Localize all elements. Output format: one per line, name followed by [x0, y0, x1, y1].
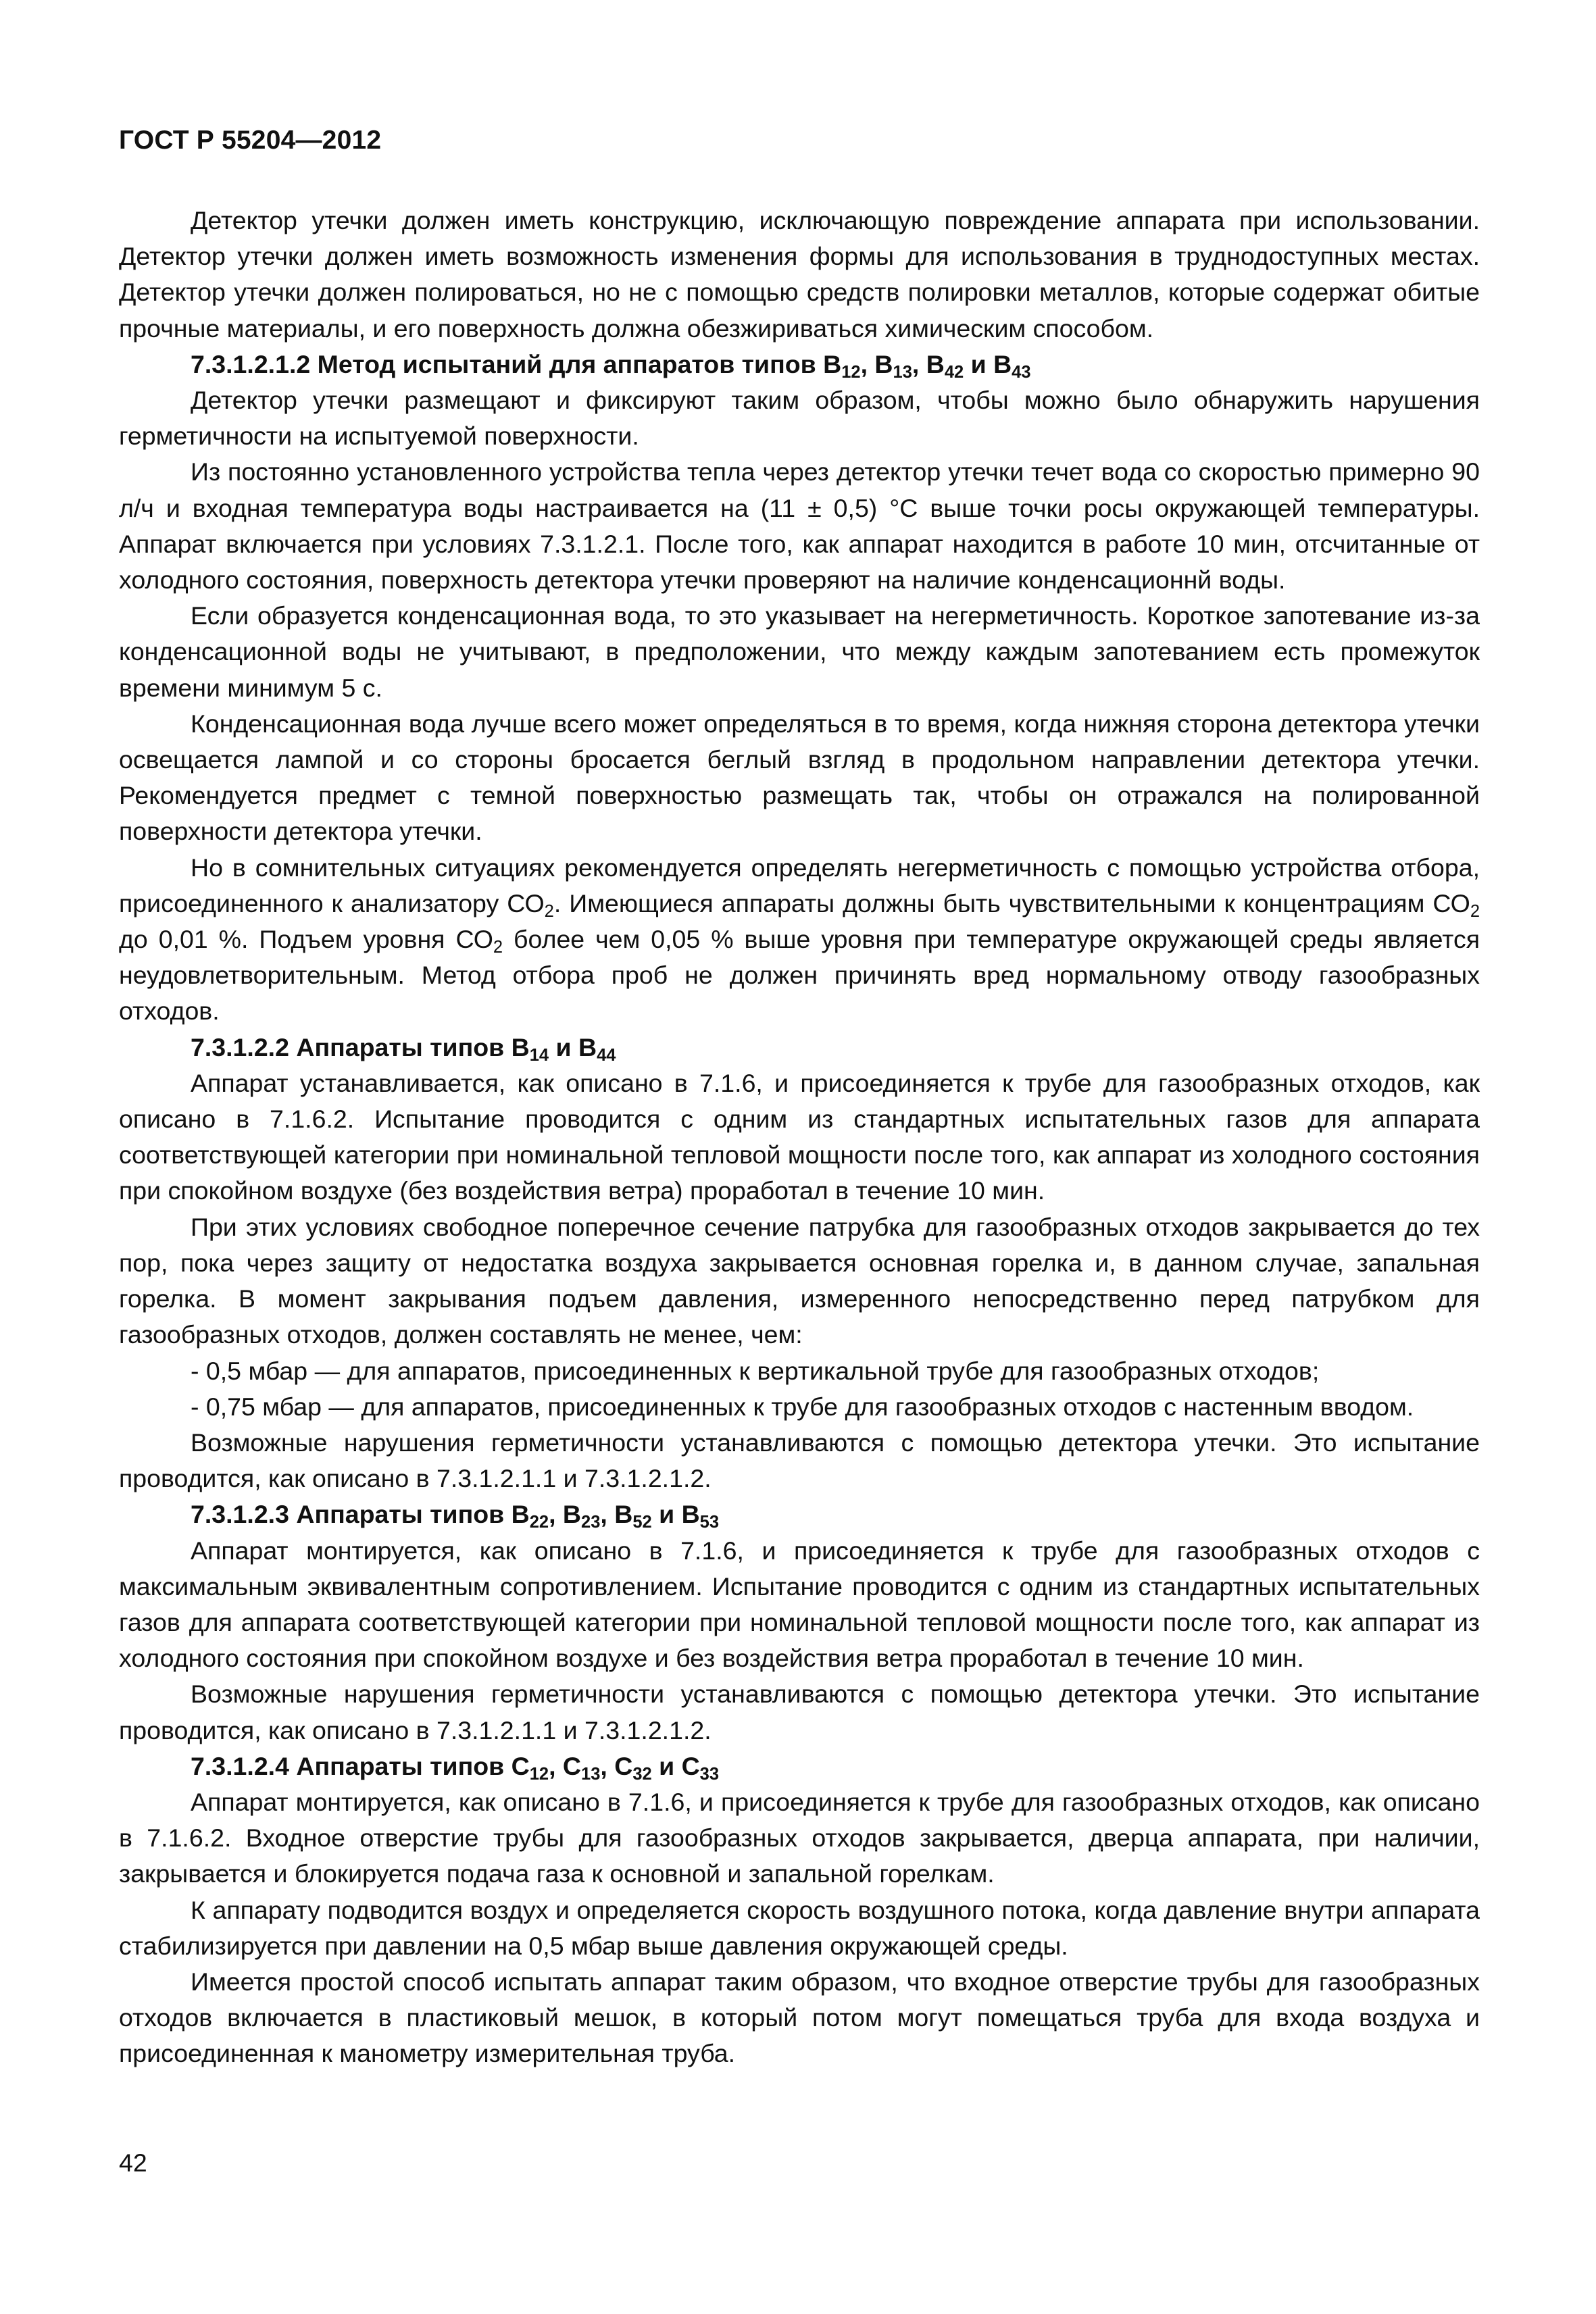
paragraph: Детектор утечки размещают и фиксируют таким образом, чтобы можно было обнаружить нарушения герметичности на испытуемой поверхности.	[119, 386, 1480, 451]
page-number: 42	[119, 2148, 147, 2177]
paragraph: Аппарат монтируется, как описано в 7.1.6, и присоединяется к трубе для газообразных отходов с максимальным эквивалентным сопротивлением. Испытание проводится с одним из стандартных испытательных газов для аппарата соответствующей категории при номинальной тепловой мощности после того, как аппарат из холодного состояния при спокойном воздухе и без воздействия ветра проработал в течение 10 мин.	[119, 1536, 1480, 1673]
paragraph: К аппарату подводится воздух и определяется скорость воздушного потока, когда давление внутри аппарата стабилизируется при давлении на 0,5 мбар выше давления окружающей среды.	[119, 1895, 1480, 1960]
paragraph: Детектор утечки должен иметь конструкцию, исключающую повреждение аппарата при использовании. Детектор утечки должен иметь возможность изменения формы для использования в труднодоступных местах. Детектор утечки должен полироваться, но не с помощью средств полировки металлов, которые содержат обитые прочные материалы, и его поверхность должна обезжириваться химическим способом.	[119, 206, 1480, 343]
paragraph: Возможные нарушения герметичности устанавливаются с помощью детектора утечки. Это испытание проводится, как описано в 7.3.1.2.1.1 и 7.3.1.2.1.2.	[119, 1680, 1480, 1744]
section-heading-7-3-1-2-1-2: 7.3.1.2.1.2 Метод испытаний для аппаратов типов $В_{12}$, $В_{13}$, $В_{42}$ и $В_{43}$	[191, 349, 1031, 382]
document-body	[119, 203, 1480, 2072]
section-heading-7-3-1-2-4: 7.3.1.2.4 Аппараты типов $С_{12}$, $С_{13}$, $С_{32}$ и $С_{33}$	[191, 1751, 720, 1784]
paragraph: При этих условиях свободное поперечное сечение патрубка для газообразных отходов закрывается до тех пор, пока через защиту от недостатка воздуха закрывается основная горелка и, в данном случае, запальная горелка. В момент закрывания подъем давления, измеренного непосредственно перед патрубком для газообразных отходов, должен составлять не менее, чем:	[119, 1212, 1480, 1349]
paragraph: Если образуется конденсационная вода, то это указывает на негерметичность. Короткое запотевание из-за конденсационной воды не учитывают, в предположении, что между каждым запотеванием есть промежуток времени минимум 5 с.	[119, 601, 1480, 702]
paragraph: Аппарат монтируется, как описано в 7.1.6, и присоединяется к трубе для газообразных отходов, как описано в 7.1.6.2. Входное отверстие трубы для газообразных отходов закрывается, дверца аппарата, при наличии, закрывается и блокируется подача газа к основной и запальной горелкам.	[119, 1787, 1480, 1888]
list-item: - 0,5 мбар — для аппаратов, присоединенных к вертикальной трубе для газообразных отходов;	[191, 1356, 1320, 1385]
section-heading-7-3-1-2-2: 7.3.1.2.2 Аппараты типов $В_{14}$ и $В_{44}$	[191, 1032, 616, 1065]
paragraph-co2: Но в сомнительных ситуациях рекомендуется определять негерметичность с помощью устройства отбора, присоединенного к анализатору $СО_2$. Имеющиеся аппараты должны быть чувствительными к концентрациям $СО_2$ до 0,01 %. Подъем уровня $СО_2$ более чем 0,05 % выше уровня при температуре окружающей среды является неудовлетворительным. Метод отбора проб не должен причинять вред нормальному отводу газообразных отходов.	[119, 853, 1480, 1026]
document-header: ГОСТ Р 55204—2012	[119, 126, 382, 155]
section-heading-7-3-1-2-3: 7.3.1.2.3 Аппараты типов $В_{22}$, $В_{23}$, $В_{52}$ и $В_{53}$	[191, 1500, 720, 1532]
paragraph: Конденсационная вода лучше всего может определяться в то время, когда нижняя сторона детектора утечки освещается лампой и со стороны бросается беглый взгляд в продольном направлении детектора утечки. Рекомендуется предмет с темной поверхностью размещать так, чтобы он отражался на полированной поверхности детектора утечки.	[119, 709, 1480, 846]
paragraph: Имеется простой способ испытать аппарат таким образом, что входное отверстие трубы для газообразных отходов включается в пластиковый мешок, в который потом могут помещаться труба для входа воздуха и присоединенная к манометру измерительная труба.	[119, 1967, 1480, 2068]
paragraph: Из постоянно установленного устройства тепла через детектор утечки течет вода со скоростью примерно 90 л/ч и входная температура воды настраивается на (11 ± 0,5) °С выше точки росы окружающей температуры. Аппарат включается при условиях 7.3.1.2.1. После того, как аппарат находится в работе 10 мин, отсчитанные от холодного состояния, поверхность детектора утечки проверяют на наличие конденсационнй воды.	[119, 457, 1480, 595]
list-item: - 0,75 мбар — для аппаратов, присоединенных к трубе для газообразных отходов с настенным вводом.	[191, 1392, 1414, 1421]
paragraph: Аппарат устанавливается, как описано в 7.1.6, и присоединяется к трубе для газообразных отходов, как описано в 7.1.6.2. Испытание проводится с одним из стандартных испытательных газов для аппарата соответствующей категории при номинальной тепловой мощности после того, как аппарат из холодного состояния при спокойном воздухе (без воздействия ветра) проработал в течение 10 мин.	[119, 1068, 1480, 1205]
paragraph: Возможные нарушения герметичности устанавливаются с помощью детектора утечки. Это испытание проводится, как описано в 7.3.1.2.1.1 и 7.3.1.2.1.2.	[119, 1428, 1480, 1493]
